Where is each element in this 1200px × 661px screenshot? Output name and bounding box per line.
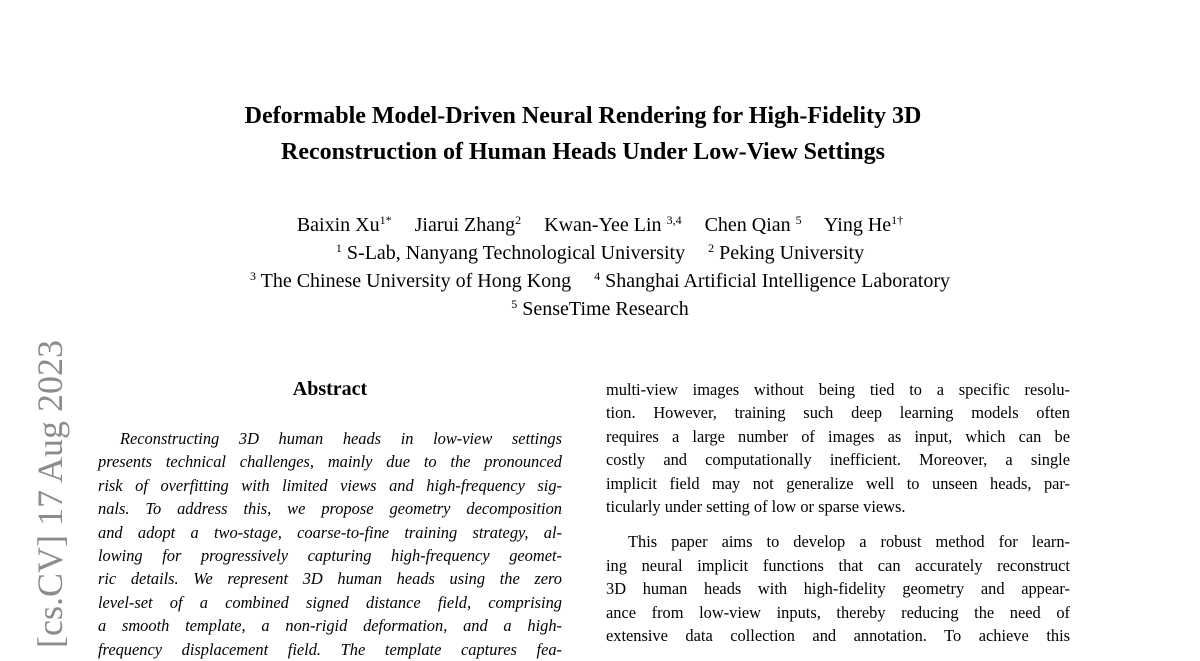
author-name: Baixin Xu bbox=[296, 214, 380, 236]
affiliation-line bbox=[100, 295, 1100, 323]
abstract-line: a smooth template, a non-rigid deformation, and a high- bbox=[98, 616, 562, 636]
affiliation-mark: 1 bbox=[335, 241, 342, 255]
abstract-line: frequency displacement field. The template captures fea- bbox=[98, 639, 562, 659]
body-line: 3D human heads with high-fidelity geometry and appear- bbox=[606, 579, 1070, 599]
affiliation-mark: 2 bbox=[708, 241, 715, 255]
author-affiliation-mark: 1* bbox=[379, 213, 392, 227]
affiliation-line bbox=[100, 239, 1100, 267]
title-line: Reconstruction of Human Heads Under Low-View Settings bbox=[281, 139, 885, 165]
affiliation-name: Peking University bbox=[719, 242, 865, 264]
intro-body bbox=[606, 378, 1070, 647]
affiliation-name: Shanghai Artificial Intelligence Laboratory bbox=[605, 270, 951, 292]
body-line: extensive data collection and annotation. To achieve this bbox=[606, 626, 1070, 646]
author-list bbox=[100, 211, 1100, 239]
author-affiliation-mark: 5 bbox=[795, 213, 802, 227]
body-line: ticularly under setting of low or sparse views. bbox=[606, 497, 906, 517]
body-line: This paper aims to develop a robust method for learn- bbox=[628, 532, 1070, 552]
author-name: Chen Qian bbox=[704, 214, 791, 236]
abstract-line: nals. To address this, we propose geometry decomposition bbox=[98, 499, 562, 519]
author-name: Jiarui Zhang bbox=[414, 214, 516, 236]
author-affiliation-mark: 2 bbox=[515, 213, 522, 227]
body-line: ing neural implicit functions that can accurately reconstruct bbox=[606, 555, 1070, 575]
affiliation-mark: 4 bbox=[594, 269, 601, 283]
abstract-line: and adopt a two-stage, coarse-to-fine training strategy, al- bbox=[98, 522, 562, 542]
arxiv-identifier-stamp: [cs.CV] 17 Aug 2023 bbox=[30, 340, 70, 648]
title-line: Deformable Model-Driven Neural Rendering for High-Fidelity 3D bbox=[244, 103, 922, 129]
affiliation-line bbox=[100, 267, 1100, 295]
abstract-heading: Abstract bbox=[292, 378, 368, 400]
affiliation-mark: 5 bbox=[511, 297, 518, 311]
body-line: ance from low-view inputs, thereby reducing the need of bbox=[606, 602, 1070, 622]
body-line: implicit field may not generalize well to unseen heads, par- bbox=[606, 473, 1070, 493]
author-name: Ying He bbox=[823, 214, 892, 236]
abstract-line: risk of overfitting with limited views and high-frequency sig- bbox=[98, 475, 562, 495]
body-line: costly and computationally inefficient. Moreover, a single bbox=[606, 450, 1070, 470]
abstract-line: level-set of a combined signed distance field, comprising bbox=[98, 592, 562, 612]
abstract-line: presents technical challenges, mainly due to the pronounced bbox=[98, 452, 562, 472]
abstract-line: lowing for progressively capturing high-frequency geomet- bbox=[98, 546, 562, 566]
author-affiliation-mark: 1† bbox=[891, 213, 904, 227]
abstract-body bbox=[98, 427, 562, 661]
affiliation-mark: 3 bbox=[249, 269, 256, 283]
abstract-line: ric details. We represent 3D human heads using the zero bbox=[98, 569, 562, 589]
affiliation-name: S-Lab, Nanyang Technological University bbox=[346, 242, 686, 264]
affiliation-name: SenseTime Research bbox=[522, 298, 689, 320]
author-affiliation-mark: 3,4 bbox=[666, 213, 682, 227]
body-line: tion. However, training such deep learning models often bbox=[606, 403, 1070, 423]
abstract-line: Reconstructing 3D human heads in low-view settings bbox=[120, 429, 562, 448]
author-name: Kwan-Yee Lin bbox=[544, 214, 662, 236]
author-block bbox=[100, 211, 1100, 323]
affiliation-name: The Chinese University of Hong Kong bbox=[260, 270, 572, 292]
body-line: multi-view images without being tied to a specific resolu- bbox=[606, 380, 1070, 399]
body-line: requires a large number of images as input, which can be bbox=[606, 426, 1070, 446]
paper-title bbox=[100, 98, 1066, 170]
